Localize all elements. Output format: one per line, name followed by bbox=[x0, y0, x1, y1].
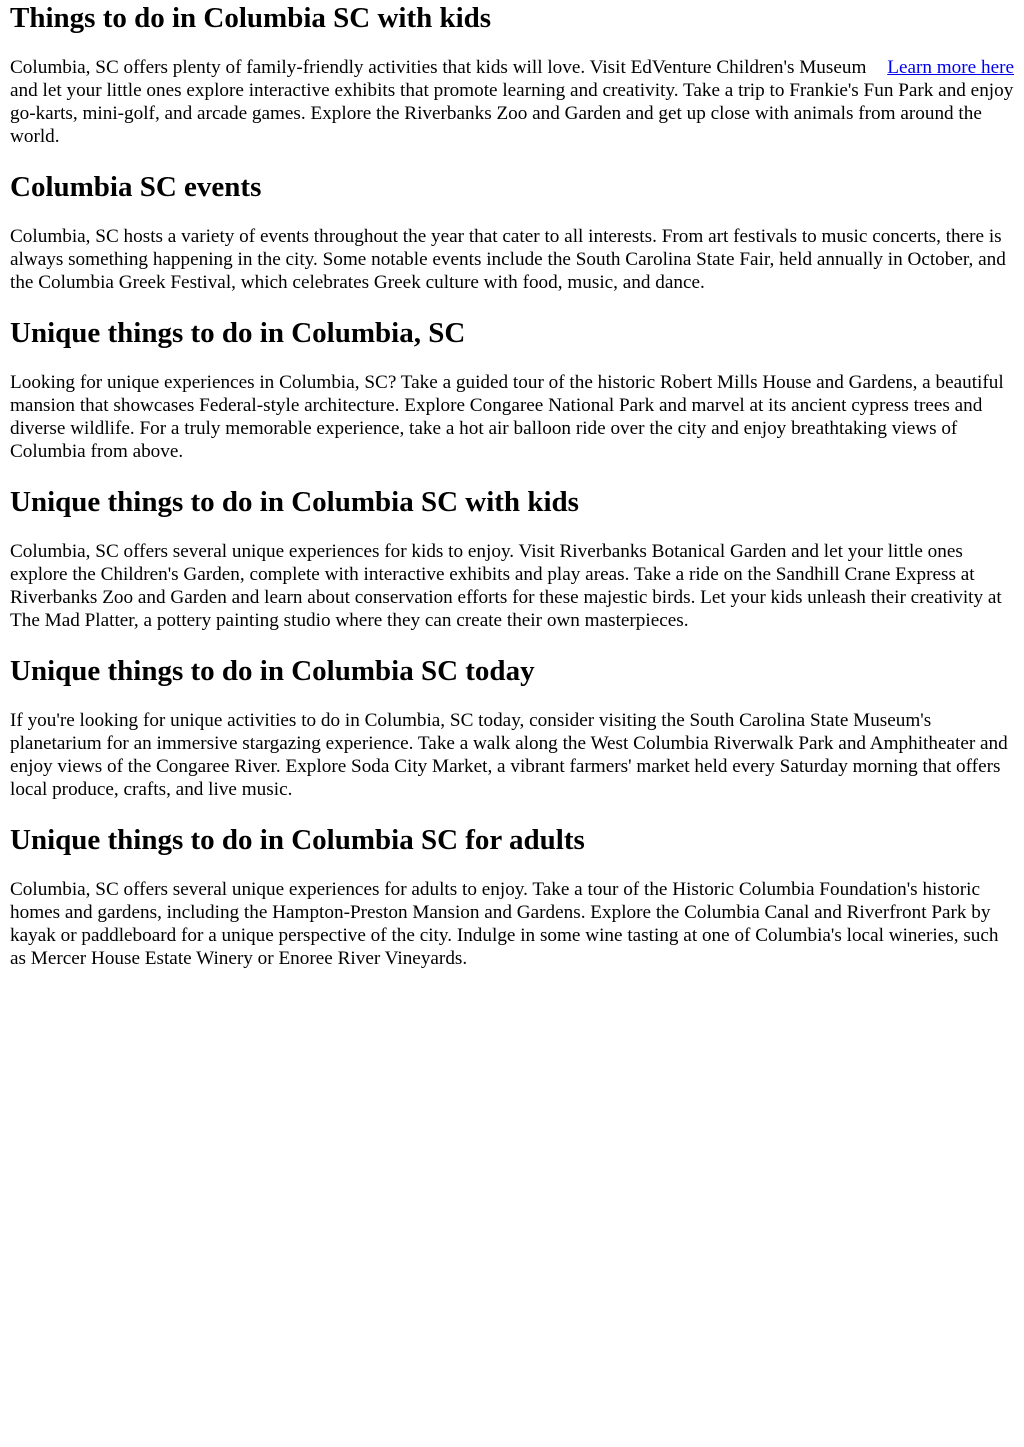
section-heading: Columbia SC events bbox=[10, 171, 262, 203]
section-heading: Things to do in Columbia SC with kids bbox=[10, 2, 492, 34]
section-unique-adults bbox=[10, 823, 1014, 970]
section-body-line1: Columbia, SC offers plenty of family-friendly activities that kids will love. Visit EdVenture Children's bbox=[10, 57, 795, 78]
section-heading: Unique things to do in Columbia SC today bbox=[10, 655, 535, 687]
section-body: If you're looking for unique activities to do in Columbia, SC today, consider visiting the South Carolina State Museum's planetarium for an immersive stargazing experience. Take a walk along the West Columbia Riverwalk Park and Amphitheater and enjoy views of the Congaree River. Explore Soda City Market, a vibrant farmers' market held every Saturday morning that offers local produce, crafts, and live music. bbox=[10, 710, 1008, 800]
section-kids bbox=[10, 1, 1014, 148]
section-body: Looking for unique experiences in Columbia, SC? Take a guided tour of the historic Robert Mills House and Gardens, a beautiful mansion that showcases Federal-style architecture. Explore Congaree National Park and marvel at its ancient cypress trees and diverse wildlife. For a truly memorable experience, take a hot air balloon ride over the city and enjoy breathtaking views of Columbia from above. bbox=[10, 372, 1004, 462]
section-events bbox=[10, 170, 1014, 294]
section-body: Columbia, SC offers several unique experiences for adults to enjoy. Take a tour of the Historic Columbia Foundation's historic homes and gardens, including the Hampton-Preston Mansion and Gardens. Explore the Columbia Canal and Riverfront Park by kayak or paddleboard for a unique perspective of the city. Indulge in some wine tasting at one of Columbia's local wineries, such as Mercer House Estate Winery or Enoree River Vineyards. bbox=[10, 879, 999, 969]
section-unique bbox=[10, 316, 1014, 463]
article bbox=[0, 1, 1024, 970]
section-body bbox=[10, 56, 1014, 148]
section-heading: Unique things to do in Columbia SC with kids bbox=[10, 486, 579, 518]
section-unique-kids bbox=[10, 485, 1014, 632]
section-heading: Unique things to do in Columbia SC for adults bbox=[10, 824, 585, 856]
section-body-rest: Museum and let your little ones explore interactive exhibits that promote learning and creativity. Take a trip to Frankie's Fun Park and enjoy go-karts, mini-golf, and arcade games. Explore the Riverbanks Zoo and Garden and get up close with animals from around the world. bbox=[10, 57, 1014, 147]
learn-more-link[interactable]: Learn more here bbox=[887, 57, 1014, 78]
section-heading: Unique things to do in Columbia, SC bbox=[10, 317, 466, 349]
section-body: Columbia, SC offers several unique experiences for kids to enjoy. Visit Riverbanks Botanical Garden and let your little ones explore the Children's Garden, complete with interactive exhibits and play areas. Take a ride on the Sandhill Crane Express at Riverbanks Zoo and Garden and learn about conservation efforts for these majestic birds. Let your kids unleash their creativity at The Mad Platter, a pottery painting studio where they can create their own masterpieces. bbox=[10, 541, 1002, 631]
section-unique-today bbox=[10, 654, 1014, 801]
section-body: Columbia, SC hosts a variety of events throughout the year that cater to all interests. From art festivals to music concerts, there is always something happening in the city. Some notable events include the South Carolina State Fair, held annually in October, and the Columbia Greek Festival, which celebrates Greek culture with food, music, and dance. bbox=[10, 226, 1006, 293]
